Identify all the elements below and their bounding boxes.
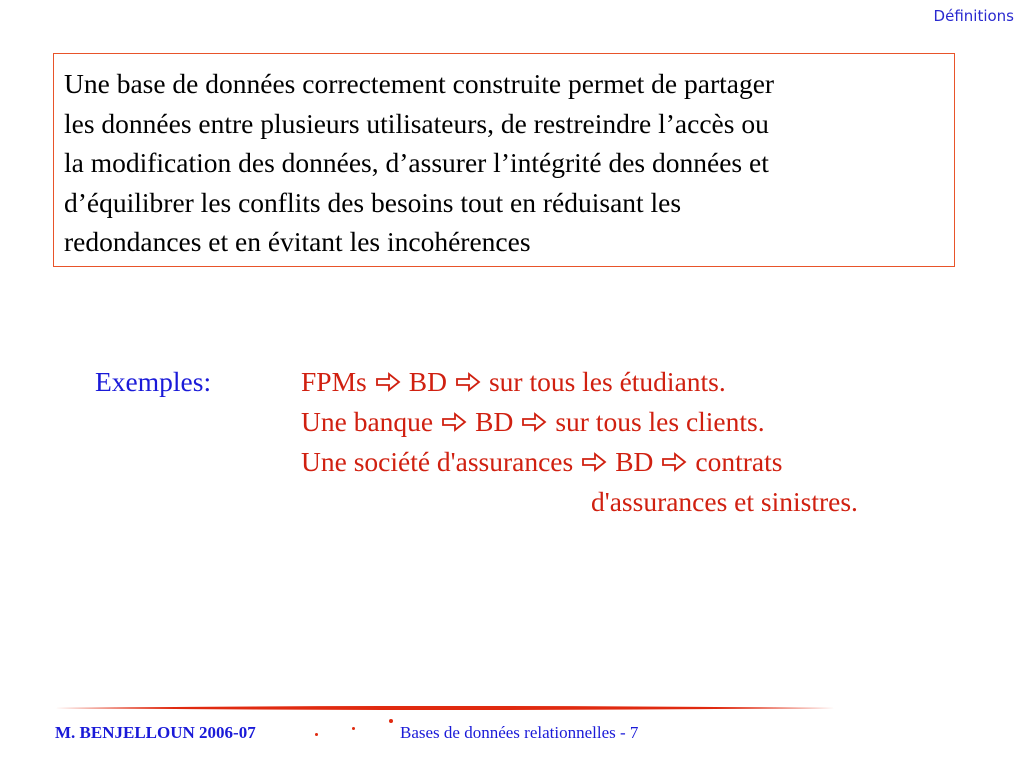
- definition-line: Une base de données correctement construite permet de partager: [64, 68, 775, 99]
- footer-course-page: Bases de données relationnelles - 7: [400, 723, 639, 742]
- example-db: BD: [408, 366, 447, 397]
- example-db: BD: [475, 406, 514, 437]
- definition-line: redondances et en évitant les incohérences: [64, 226, 531, 257]
- footer-author: M. BENJELLOUN 2006-07: [55, 723, 256, 742]
- example-item: [301, 402, 858, 442]
- open-right-arrow-icon: [521, 412, 547, 432]
- open-right-arrow-icon: [375, 372, 401, 392]
- definition-line: d’équilibrer les conflits des besoins tout en réduisant les: [64, 186, 682, 218]
- example-subject: Une banque: [301, 406, 434, 437]
- examples-list: [301, 362, 858, 522]
- example-db: BD: [615, 446, 654, 477]
- open-right-arrow-icon: [455, 372, 481, 392]
- examples-label: Exemples:: [95, 366, 212, 397]
- open-right-arrow-icon: [441, 412, 467, 432]
- definition-line: la modification des données, d’assurer l’intégrité des données et: [64, 147, 769, 178]
- example-subject: Une société d'assurances: [301, 446, 574, 477]
- definition-line: les données entre plusieurs utilisateurs, de restreindre l’accès ou: [64, 107, 769, 139]
- example-target: contrats: [695, 446, 783, 477]
- example-target: sur tous les clients.: [555, 406, 765, 437]
- example-target: sur tous les étudiants.: [488, 366, 726, 397]
- slide-section-title: Définitions: [933, 7, 1014, 25]
- footer-decor-dot: [389, 719, 393, 723]
- footer-decor-dot: [352, 727, 355, 730]
- footer-decor-dot: [315, 733, 318, 736]
- open-right-arrow-icon: [661, 452, 687, 472]
- open-right-arrow-icon: [581, 452, 607, 472]
- example-item: [301, 442, 858, 482]
- definition-box: [53, 53, 955, 267]
- example-subject: FPMs: [301, 366, 367, 397]
- footer-divider: [55, 705, 835, 711]
- example-item: [301, 362, 858, 402]
- example-continuation: d'assurances et sinistres.: [591, 486, 858, 517]
